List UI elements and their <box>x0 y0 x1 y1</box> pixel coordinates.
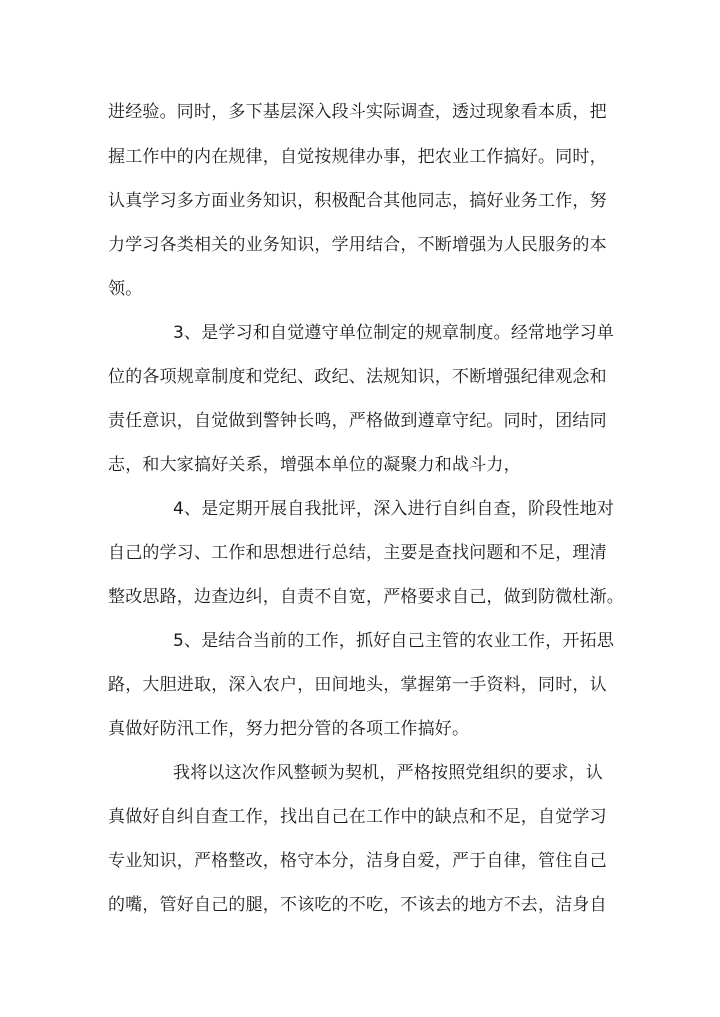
text-line: 领。 <box>108 279 143 299</box>
text-line: 路，大胆进取，深入农户，田间地头，掌握第一手资料，同时，认 <box>108 675 607 695</box>
text-line: 进经验。同时，多下基层深入段斗实际调查，透过现象看本质，把 <box>108 102 607 122</box>
text-line: 认真学习多方面业务知识，积极配合其他同志，搞好业务工作，努 <box>108 191 607 211</box>
text-line: 整改思路，边查边纠，自责不自宽，严格要求自己，做到防微杜渐。 <box>108 587 624 607</box>
text-line: 志，和大家搞好关系，增强本单位的凝聚力和战斗力， <box>108 455 521 475</box>
closing-paragraph-start: 我将以这次作风整顿为契机，严格按照党组织的要求，认 <box>173 763 603 783</box>
text-line: 握工作中的内在规律，自觉按规律办事，把农业工作搞好。同时， <box>108 147 607 167</box>
text-line: 真做好自纠自查工作，找出自己在工作中的缺点和不足，自觉学习 <box>108 807 607 827</box>
text-line: 位的各项规章制度和党纪、政纪、法规知识，不断增强纪律观念和 <box>108 367 607 387</box>
text-line: 自己的学习、工作和思想进行总结，主要是查找问题和不足，理清 <box>108 543 607 563</box>
paragraph-5-start: 5、是结合当前的工作，抓好自己主管的农业工作，开拓思 <box>173 631 615 651</box>
text-line: 责任意识，自觉做到警钟长鸣，严格做到遵章守纪。同时，团结同 <box>108 411 607 431</box>
paragraph-4-start: 4、是定期开展自我批评，深入进行自纠自查，阶段性地对 <box>173 499 615 519</box>
paragraph-3-start: 3、是学习和自觉遵守单位制定的规章制度。经常地学习单 <box>173 323 615 343</box>
text-line: 力学习各类相关的业务知识，学用结合，不断增强为人民服务的本 <box>108 235 607 255</box>
text-line: 真做好防汛工作，努力把分管的各项工作搞好。 <box>108 719 470 739</box>
text-line: 专业知识，严格整改，格守本分，洁身自爱，严于自律，管住自己 <box>108 851 607 871</box>
text-line: 的嘴，管好自己的腿，不该吃的不吃，不该去的地方不去，洁身自 <box>108 895 607 915</box>
